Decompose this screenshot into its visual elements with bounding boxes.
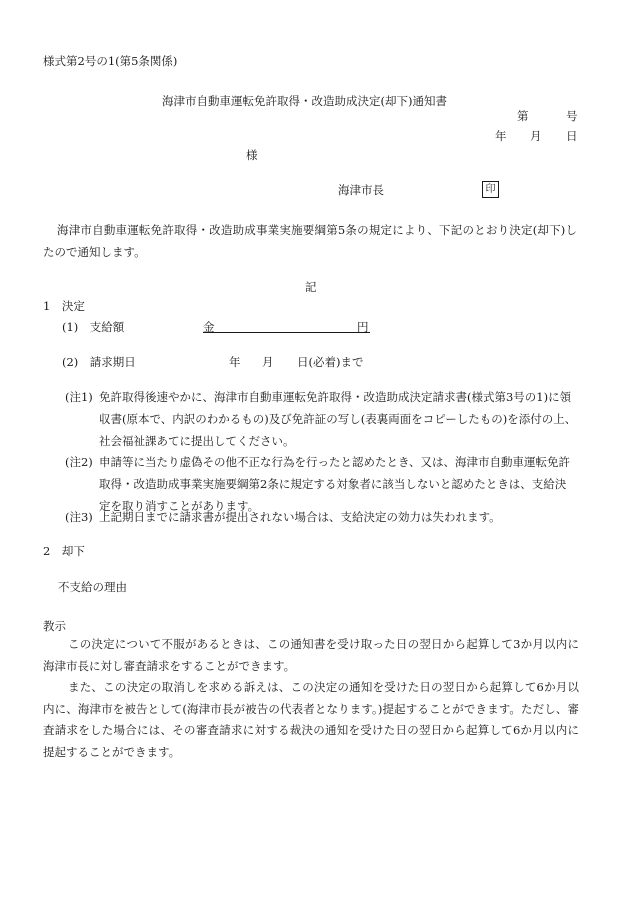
kyoji-heading: 教示 <box>43 619 66 633</box>
amount-prefix: 金 <box>203 320 215 334</box>
note-1 <box>65 386 577 452</box>
note-label: (注2) <box>65 455 93 469</box>
amount-suffix: 円 <box>357 320 369 334</box>
section-rejection-heading: 2 却下 <box>43 544 85 558</box>
amount-label: (1) 支給額 <box>62 320 125 334</box>
number-go: 号 <box>566 109 578 123</box>
sender-name: 海津市長 <box>338 183 384 197</box>
note-label: (注1) <box>65 390 93 404</box>
seal-mark: 印 <box>482 181 499 198</box>
note-3 <box>65 506 577 528</box>
note-text: 免許取得後速やかに、海津市自動車運転免許取得・改造助成決定請求書(様式第3号の1)に領収書(原本で、内訳のわかるもの)及び免許証の写し(表裏両面をコピーしたもの)を添付の上、社会福祉課あてに提出してください。 <box>99 390 577 448</box>
note-label: (注3) <box>65 510 93 524</box>
rejection-reason-label: 不支給の理由 <box>58 580 127 594</box>
due-date-label: (2) 請求期日 <box>62 355 136 369</box>
due-nen: 年 <box>229 355 241 369</box>
form-number: 様式第2号の1(第5条関係) <box>43 54 178 68</box>
kyoji-paragraph-2: また、この決定の取消しを求める訴えは、この決定の通知を受けた日の翌日から起算して6か月以内に、海津市を被告として(海津市長が被告の代表者となります。)提起することができます。ただし、審査請求をした場合には、その審査請求に対する裁決の通知を受けた日の翌日から起算して6か月以内に提起することができます。 <box>43 680 579 760</box>
date-nichi: 日 <box>566 129 578 143</box>
date-nen: 年 <box>495 129 507 143</box>
date-gatsu: 月 <box>530 129 542 143</box>
amount-underline <box>203 332 370 333</box>
due-gatsu: 月 <box>262 355 274 369</box>
addressee-suffix: 様 <box>246 148 258 162</box>
ki-heading: 記 <box>305 280 317 294</box>
number-dai: 第 <box>517 109 529 123</box>
due-nichi: 日(必着)まで <box>297 355 364 369</box>
section-decision-heading: 1 決定 <box>43 299 85 313</box>
document-title: 海津市自動車運転免許取得・改造助成決定(却下)通知書 <box>162 94 447 108</box>
note-text: 上記期日までに請求書が提出されない場合は、支給決定の効力は失われます。 <box>99 510 501 524</box>
intro-paragraph: 海津市自動車運転免許取得・改造助成事業実施要綱第5条の規定により、下記のとおり決定(却下)したので通知します。 <box>43 223 577 259</box>
note-text: 申請等に当たり虚偽その他不正な行為を行ったと認めたとき、又は、海津市自動車運転免許取得・改造助成事業実施要綱第2条に規定する対象者に該当しないと認めたときは、支給決定を取り消すことがあります。 <box>99 455 571 513</box>
kyoji-paragraph-1: この決定について不服があるときは、この通知書を受け取った日の翌日から起算して3か月以内に海津市長に対し審査請求をすることができます。 <box>43 637 579 673</box>
